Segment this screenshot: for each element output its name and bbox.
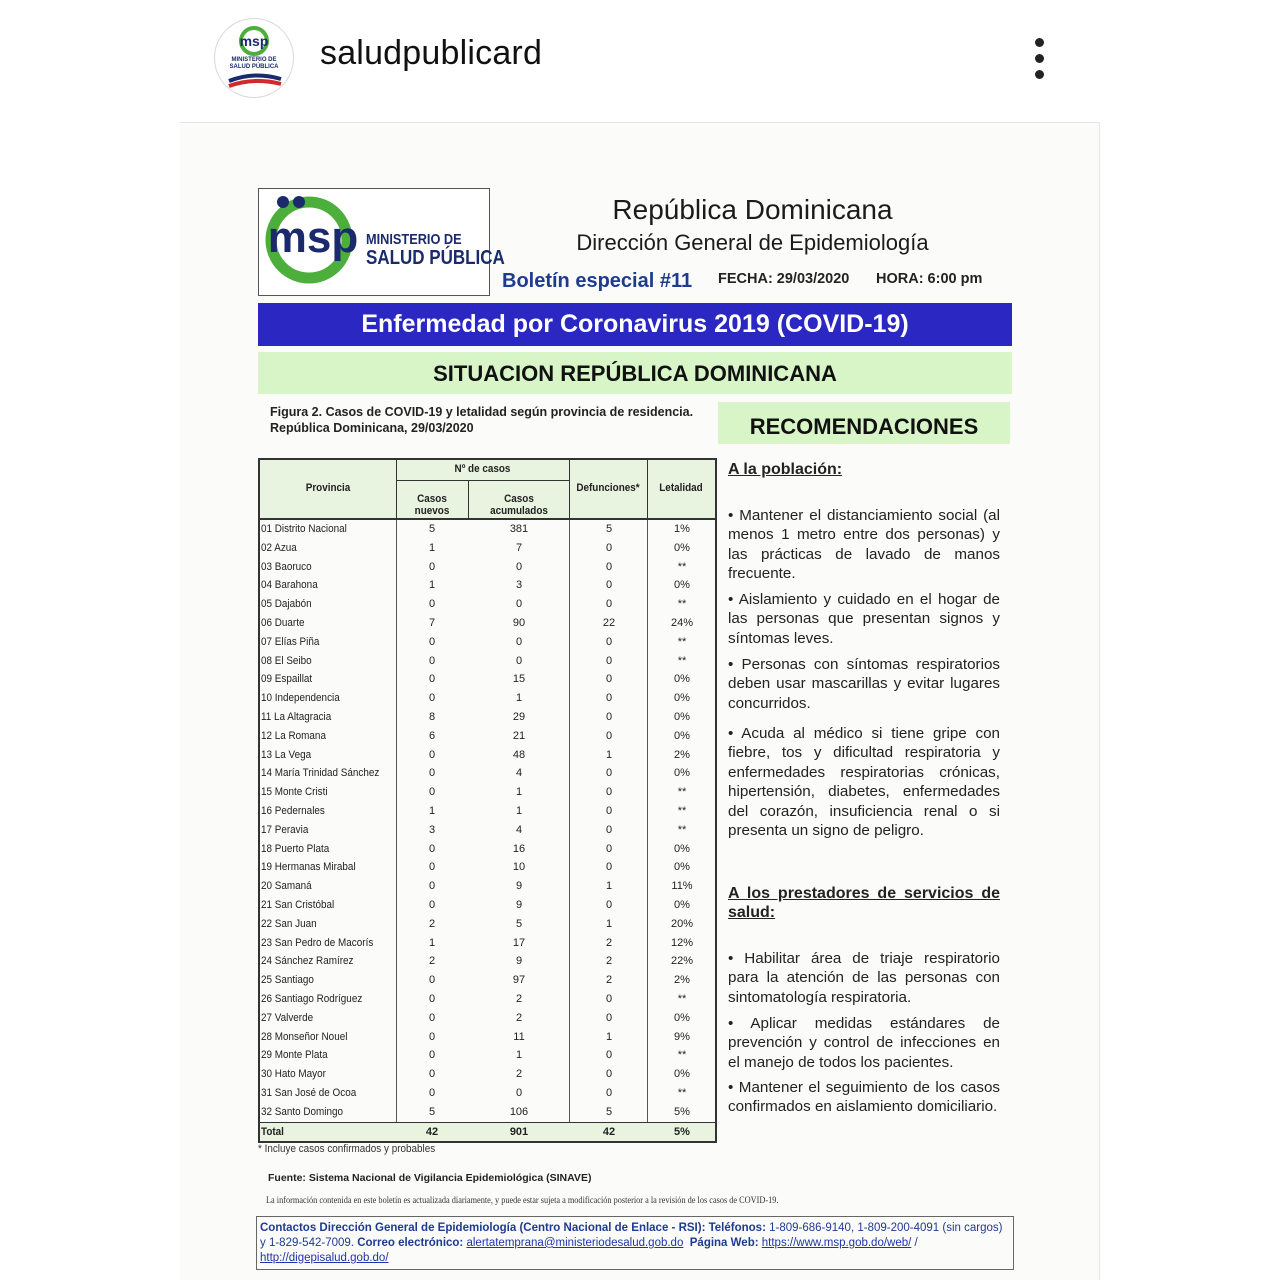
cell-lethality: 12% bbox=[670, 936, 694, 949]
cell-accumulated: 106 bbox=[509, 1105, 529, 1118]
cell-deaths: 0 bbox=[605, 992, 613, 1005]
table-row bbox=[260, 896, 715, 915]
total-cell-lethality: 5% bbox=[674, 1125, 690, 1138]
total-cell-new-cases: 42 bbox=[425, 1125, 439, 1138]
table-row bbox=[260, 1028, 715, 1047]
cell-accumulated: 381 bbox=[509, 523, 529, 535]
doc-bulletin-number: Boletín especial #11 bbox=[502, 270, 693, 292]
table-row bbox=[260, 764, 715, 783]
cell-lethality: 5% bbox=[674, 1105, 690, 1118]
cell-new-cases: 6 bbox=[428, 729, 436, 742]
table-row bbox=[260, 746, 715, 765]
cell-accumulated: 15 bbox=[512, 673, 526, 686]
cell-province: 20 Samaná bbox=[261, 880, 312, 893]
cell-new-cases: 8 bbox=[428, 710, 436, 723]
cell-province: 01 Distrito Nacional bbox=[261, 523, 347, 535]
table-row bbox=[260, 783, 715, 802]
cell-province: 24 Sánchez Ramírez bbox=[261, 955, 354, 968]
cell-lethality: 0% bbox=[674, 541, 690, 554]
table-total-row bbox=[260, 1122, 715, 1142]
cell-province: 28 Monseñor Nouel bbox=[261, 1030, 348, 1043]
cell-lethality: ** bbox=[677, 786, 687, 799]
cell-deaths: 5 bbox=[605, 1105, 613, 1118]
cell-deaths: 0 bbox=[605, 1049, 613, 1062]
cell-deaths: 0 bbox=[605, 1011, 613, 1024]
cell-new-cases: 0 bbox=[428, 654, 436, 667]
cell-deaths: 0 bbox=[605, 598, 613, 611]
table-row bbox=[260, 520, 715, 539]
cell-new-cases: 3 bbox=[428, 823, 436, 836]
cell-lethality: 0% bbox=[674, 767, 690, 780]
cell-new-cases: 0 bbox=[428, 673, 436, 686]
cell-deaths: 1 bbox=[605, 880, 613, 893]
cell-new-cases: 0 bbox=[428, 1011, 436, 1024]
cell-province: 19 Hermanas Mirabal bbox=[261, 861, 356, 874]
cell-deaths: 0 bbox=[605, 1086, 613, 1099]
cell-new-cases: 0 bbox=[428, 767, 436, 780]
cell-new-cases: 0 bbox=[428, 692, 436, 705]
cell-accumulated: 1 bbox=[515, 1049, 523, 1062]
cell-deaths: 0 bbox=[605, 729, 613, 742]
rec-population-item: • Aislamiento y cuidado en el hogar de las personas que presentan signos y síntomas leves. bbox=[728, 591, 1000, 647]
cell-province: 03 Baoruco bbox=[261, 560, 312, 573]
cell-province: 32 Santo Domingo bbox=[261, 1105, 344, 1118]
contacts-box bbox=[256, 1216, 1014, 1270]
cell-deaths: 0 bbox=[605, 786, 613, 799]
cell-deaths: 0 bbox=[605, 861, 613, 874]
cell-accumulated: 1 bbox=[515, 786, 523, 799]
cell-deaths: 0 bbox=[605, 541, 613, 554]
cell-lethality: 24% bbox=[670, 616, 694, 629]
table-row bbox=[260, 633, 715, 652]
rec-population-item: • Acuda al médico si tiene gripe con fiebre, tos y dificultad respiratoria y enfermedades respiratorias crónicas, hipertensión, diabetes, enfermedades del corazón, insuficiencia renal o si presenta un signo de peligro. bbox=[728, 725, 1000, 840]
email-link[interactable]: alertatemprana@ministeriodesalud.gob.do bbox=[466, 1236, 684, 1249]
cell-new-cases: 5 bbox=[428, 1105, 436, 1118]
data-source: Fuente: Sistema Nacional de Vigilancia Epidemiológica (SINAVE) bbox=[268, 1172, 592, 1184]
cell-new-cases: 0 bbox=[428, 635, 436, 648]
cell-new-cases: 5 bbox=[428, 523, 436, 535]
table-row bbox=[260, 1084, 715, 1103]
cell-new-cases: 0 bbox=[428, 974, 436, 987]
cell-lethality: ** bbox=[677, 560, 687, 573]
cell-accumulated: 48 bbox=[512, 748, 526, 761]
phones: 1-809-686-9140, 1-809-200-4091 (sin cargos) y 1-829-542-7009. bbox=[260, 1222, 1003, 1249]
cell-new-cases: 0 bbox=[428, 1049, 436, 1062]
cell-province: 13 La Vega bbox=[261, 748, 312, 761]
cell-new-cases: 1 bbox=[428, 541, 436, 554]
table-row bbox=[260, 840, 715, 859]
table-row bbox=[260, 1009, 715, 1028]
cell-deaths: 0 bbox=[605, 579, 613, 592]
svg-text:msp: msp bbox=[267, 213, 359, 262]
cell-lethality: 0% bbox=[674, 692, 690, 705]
email-label: Correo electrónico: bbox=[357, 1236, 464, 1249]
cell-accumulated: 9 bbox=[515, 880, 523, 893]
cell-accumulated: 17 bbox=[512, 936, 526, 949]
cell-deaths: 0 bbox=[605, 710, 613, 723]
rec-population-item: • Mantener el distanciamiento social (al menos 1 metro entre dos personas) y las prácticas de lavado de manos frecuente. bbox=[728, 507, 1000, 583]
post-header bbox=[0, 0, 1280, 120]
cell-province: 05 Dajabón bbox=[261, 598, 312, 611]
cell-province: 15 Monte Cristi bbox=[261, 786, 328, 799]
cell-deaths: 1 bbox=[605, 917, 613, 930]
cell-deaths: 0 bbox=[605, 898, 613, 911]
cell-lethality: 2% bbox=[674, 974, 690, 987]
cell-deaths: 0 bbox=[605, 635, 613, 648]
cell-deaths: 22 bbox=[602, 616, 616, 629]
cell-lethality: 0% bbox=[674, 861, 690, 874]
cell-deaths: 2 bbox=[605, 974, 613, 987]
cell-new-cases: 0 bbox=[428, 1086, 436, 1099]
cell-deaths: 0 bbox=[605, 560, 613, 573]
cell-deaths: 0 bbox=[605, 842, 613, 855]
table-row bbox=[260, 990, 715, 1009]
cell-accumulated: 1 bbox=[515, 804, 523, 817]
cell-lethality: ** bbox=[677, 992, 687, 1005]
table-row bbox=[260, 614, 715, 633]
cell-accumulated: 2 bbox=[515, 1068, 523, 1081]
doc-time: HORA: 6:00 pm bbox=[876, 271, 983, 287]
table-row bbox=[260, 708, 715, 727]
cell-new-cases: 7 bbox=[428, 616, 436, 629]
cases-table bbox=[258, 458, 717, 1143]
table-header bbox=[260, 460, 715, 520]
more-options-icon[interactable] bbox=[1022, 30, 1058, 86]
cell-new-cases: 0 bbox=[428, 1068, 436, 1081]
cell-province: 31 San José de Ocoa bbox=[261, 1086, 357, 1099]
table-row bbox=[260, 670, 715, 689]
table-row bbox=[260, 858, 715, 877]
cell-province: 02 Azua bbox=[261, 541, 297, 554]
cell-accumulated: 0 bbox=[515, 560, 523, 573]
table-row bbox=[260, 558, 715, 577]
cell-deaths: 0 bbox=[605, 654, 613, 667]
contacts-label: Contactos Dirección General de Epidemiología (Centro Nacional de Enlace - RSI): bbox=[260, 1222, 706, 1234]
table-row bbox=[260, 689, 715, 708]
cell-new-cases: 0 bbox=[428, 748, 436, 761]
doc-situation-banner: SITUACION REPÚBLICA DOMINICANA bbox=[258, 352, 1012, 394]
table-row bbox=[260, 576, 715, 595]
table-footnote: * Incluye casos confirmados y probables bbox=[258, 1143, 436, 1155]
rec-population-item: • Personas con síntomas respiratorios deben usar mascarillas y evitar lugares concurridos. bbox=[728, 656, 1000, 712]
cell-lethality: 0% bbox=[674, 898, 690, 911]
total-cell-province: Total bbox=[261, 1125, 284, 1138]
cell-province: 12 La Romana bbox=[261, 729, 326, 742]
svg-text:msp: msp bbox=[239, 33, 269, 49]
cell-lethality: ** bbox=[677, 1086, 687, 1099]
cell-accumulated: 97 bbox=[512, 974, 526, 987]
cell-deaths: 0 bbox=[605, 823, 613, 836]
cell-province: 07 Elías Piña bbox=[261, 635, 320, 648]
cell-accumulated: 9 bbox=[515, 955, 523, 968]
cell-new-cases: 2 bbox=[428, 955, 436, 968]
cell-lethality: ** bbox=[677, 1049, 687, 1062]
table-row bbox=[260, 1046, 715, 1065]
table-row bbox=[260, 877, 715, 896]
col-group-cases: Nº de casos bbox=[454, 463, 511, 475]
cell-accumulated: 11 bbox=[513, 1030, 525, 1043]
cell-accumulated: 7 bbox=[515, 541, 523, 554]
cell-new-cases: 0 bbox=[428, 880, 436, 893]
cell-accumulated: 3 bbox=[515, 579, 523, 592]
col-accumulated: Casos acumulados bbox=[490, 493, 548, 517]
figure-caption: Figura 2. Casos de COVID-19 y letalidad según provincia de residencia. República Dominicana, 29/03/2020 bbox=[270, 405, 694, 435]
rec-providers-item: • Aplicar medidas estándares de prevención y control de infecciones en el manejo de todos los pacientes. bbox=[728, 1015, 1000, 1071]
doc-logo-text-1: MINISTERIO DE bbox=[366, 231, 462, 248]
cell-province: 08 El Seibo bbox=[261, 654, 312, 667]
cell-new-cases: 0 bbox=[428, 786, 436, 799]
cell-lethality: 0% bbox=[674, 729, 690, 742]
cell-accumulated: 0 bbox=[515, 598, 523, 611]
avatar-text-1: MINISTERIO DE bbox=[231, 57, 277, 63]
cell-deaths: 2 bbox=[605, 936, 613, 949]
web-link-msp[interactable]: https://www.msp.gob.do/web/ bbox=[761, 1236, 912, 1249]
cell-province: 04 Barahona bbox=[261, 579, 318, 592]
col-lethality: Letalidad bbox=[659, 482, 703, 494]
total-cell-accumulated: 901 bbox=[509, 1125, 529, 1138]
table-row bbox=[260, 971, 715, 990]
phones-label: Teléfonos: bbox=[708, 1222, 766, 1234]
cell-province: 11 La Altagracia bbox=[261, 710, 332, 723]
cell-province: 30 Hato Mayor bbox=[261, 1068, 326, 1081]
cell-province: 14 María Trinidad Sánchez bbox=[261, 767, 380, 780]
doc-country: República Dominicana bbox=[612, 194, 893, 225]
cell-lethality: ** bbox=[677, 804, 687, 817]
cell-accumulated: 4 bbox=[515, 823, 523, 836]
cell-accumulated: 90 bbox=[512, 616, 526, 629]
rec-providers-item: • Habilitar área de triaje respiratorio para la atención de las personas con sintomatología respiratoria. bbox=[728, 950, 1000, 1006]
table-row bbox=[260, 934, 715, 953]
cell-lethality: 2% bbox=[674, 748, 690, 761]
cell-lethality: ** bbox=[677, 598, 687, 611]
table-row bbox=[260, 1103, 715, 1122]
cell-lethality: 11% bbox=[671, 880, 693, 893]
cell-province: 29 Monte Plata bbox=[261, 1049, 328, 1062]
cell-lethality: 20% bbox=[670, 917, 694, 930]
cell-new-cases: 0 bbox=[428, 842, 436, 855]
cell-new-cases: 1 bbox=[428, 804, 436, 817]
table-row bbox=[260, 952, 715, 971]
cell-deaths: 0 bbox=[605, 692, 613, 705]
cell-deaths: 0 bbox=[605, 804, 613, 817]
doc-ministry-name bbox=[366, 232, 505, 269]
cell-lethality: 0% bbox=[674, 673, 690, 686]
table-row bbox=[260, 727, 715, 746]
cell-province: 17 Peravia bbox=[261, 823, 309, 836]
cell-province: 21 San Cristóbal bbox=[261, 898, 335, 911]
cell-accumulated: 2 bbox=[515, 992, 523, 1005]
cell-new-cases: 2 bbox=[428, 917, 436, 930]
rec-providers-heading: A los prestadores de servicios de salud: bbox=[728, 885, 1000, 922]
cell-province: 23 San Pedro de Macorís bbox=[261, 936, 374, 949]
disclaimer: La información contenida en este boletín es actualizada diariamente, y puede estar sujeta a modificación posterior a la revisión de los casos de COVID-19. bbox=[266, 1195, 779, 1205]
cell-province: 26 Santiago Rodríguez bbox=[261, 992, 363, 1005]
web-link-digepisalud[interactable]: http://digepisalud.gob.do/ bbox=[260, 1251, 389, 1264]
cell-lethality: 0% bbox=[674, 842, 690, 855]
username[interactable]: saludpublicard bbox=[320, 34, 543, 72]
cell-province: 06 Duarte bbox=[261, 616, 305, 629]
profile-avatar[interactable] bbox=[214, 18, 294, 98]
cell-accumulated: 0 bbox=[515, 635, 523, 648]
cell-province: 27 Valverde bbox=[261, 1011, 314, 1024]
rec-population-heading: A la población: bbox=[728, 461, 843, 478]
cell-new-cases: 1 bbox=[428, 936, 436, 949]
doc-logo-text-2: SALUD PÚBLICA bbox=[366, 246, 505, 269]
col-province: Provincia bbox=[305, 482, 351, 494]
avatar-text-2: SALUD PÚBLICA bbox=[229, 64, 279, 70]
cell-accumulated: 2 bbox=[515, 1011, 523, 1024]
cell-lethality: 0% bbox=[674, 1011, 690, 1024]
cell-deaths: 1 bbox=[605, 748, 613, 761]
cell-province: 25 Santiago bbox=[261, 974, 314, 987]
table-row bbox=[260, 915, 715, 934]
cell-new-cases: 1 bbox=[428, 579, 436, 592]
cell-deaths: 0 bbox=[605, 673, 613, 686]
table-row bbox=[260, 821, 715, 840]
doc-title-banner: Enfermedad por Coronavirus 2019 (COVID-19) bbox=[258, 303, 1012, 346]
cell-deaths: 0 bbox=[605, 1068, 613, 1081]
cell-lethality: 0% bbox=[674, 579, 690, 592]
cell-accumulated: 9 bbox=[515, 898, 523, 911]
cell-new-cases: 0 bbox=[428, 1030, 436, 1043]
cell-lethality: 1% bbox=[674, 523, 690, 535]
web-separator: / bbox=[914, 1236, 918, 1249]
cell-accumulated: 1 bbox=[515, 692, 523, 705]
table-row bbox=[260, 539, 715, 558]
cell-lethality: ** bbox=[677, 654, 687, 667]
total-cell-deaths: 42 bbox=[602, 1125, 616, 1138]
cell-accumulated: 5 bbox=[515, 917, 523, 930]
cell-lethality: ** bbox=[677, 635, 687, 648]
table-row bbox=[260, 802, 715, 821]
cell-new-cases: 0 bbox=[428, 560, 436, 573]
cell-deaths: 2 bbox=[605, 955, 613, 968]
rec-providers-item: • Mantener el seguimiento de los casos confirmados en aislamiento domiciliario. bbox=[728, 1079, 1000, 1116]
cell-accumulated: 4 bbox=[515, 767, 523, 780]
table-row bbox=[260, 595, 715, 614]
col-new-cases: Casos nuevos bbox=[414, 493, 450, 517]
cell-accumulated: 0 bbox=[515, 654, 523, 667]
cell-accumulated: 10 bbox=[512, 861, 526, 874]
cell-deaths: 5 bbox=[605, 523, 613, 535]
cell-lethality: 9% bbox=[674, 1030, 690, 1043]
cell-new-cases: 0 bbox=[428, 598, 436, 611]
col-deaths: Defunciones* bbox=[576, 482, 640, 494]
cell-province: 09 Espaillat bbox=[261, 673, 313, 686]
cell-lethality: 0% bbox=[674, 710, 690, 723]
cell-lethality: 0% bbox=[674, 1068, 690, 1081]
cell-province: 18 Puerto Plata bbox=[261, 842, 330, 855]
recommendations-title: RECOMENDACIONES bbox=[718, 402, 1010, 444]
cell-lethality: 22% bbox=[670, 955, 694, 968]
cell-accumulated: 21 bbox=[512, 729, 526, 742]
cell-deaths: 0 bbox=[605, 767, 613, 780]
cell-accumulated: 29 bbox=[512, 710, 526, 723]
cell-lethality: ** bbox=[677, 823, 687, 836]
table-row bbox=[260, 1065, 715, 1084]
cell-new-cases: 0 bbox=[428, 861, 436, 874]
doc-direction: Dirección General de Epidemiología bbox=[576, 230, 929, 255]
cell-province: 16 Pedernales bbox=[261, 804, 325, 817]
cell-new-cases: 0 bbox=[428, 898, 436, 911]
cell-province: 10 Independencia bbox=[261, 692, 340, 705]
web-label: Página Web: bbox=[689, 1236, 759, 1249]
cell-deaths: 1 bbox=[605, 1030, 613, 1043]
cell-province: 22 San Juan bbox=[261, 917, 317, 930]
table-row bbox=[260, 652, 715, 671]
cell-accumulated: 16 bbox=[512, 842, 526, 855]
msp-logo-large-icon bbox=[261, 190, 371, 294]
table-body bbox=[260, 520, 715, 1141]
cell-accumulated: 0 bbox=[515, 1086, 523, 1099]
cell-new-cases: 0 bbox=[428, 992, 436, 1005]
doc-date: FECHA: 29/03/2020 bbox=[718, 271, 850, 287]
